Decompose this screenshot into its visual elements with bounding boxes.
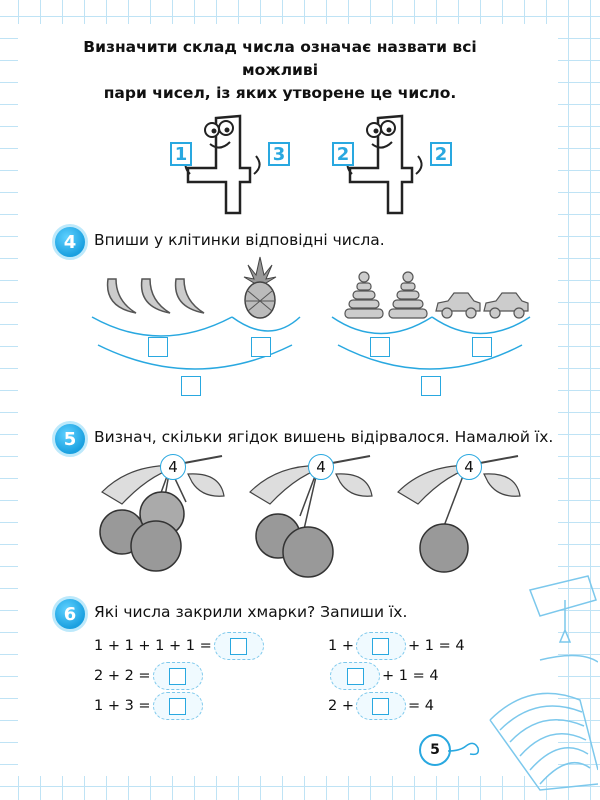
composition-left-number: 2 <box>332 142 354 166</box>
toy-cars-icon <box>434 289 530 321</box>
cherry-count: 4 <box>308 454 334 480</box>
cloud-answer[interactable] <box>356 632 406 660</box>
composition-figure-1 <box>168 108 293 220</box>
intro-line-1: Визначити склад числа означає назвати всі можливі <box>83 38 477 79</box>
answer-cell[interactable] <box>372 698 389 715</box>
equation-text: 1 + <box>328 638 354 654</box>
cloud-answer[interactable] <box>153 662 203 690</box>
task-6-badge: 6 <box>52 596 88 632</box>
answer-cell[interactable] <box>421 376 441 396</box>
page-number: 5 <box>419 734 451 766</box>
task-6-title: Які числа закрили хмарки? Запиши їх. <box>94 603 408 621</box>
cloud-answer[interactable] <box>214 632 264 660</box>
equation-text: 1 + 3 = <box>94 698 151 714</box>
composition-figure-2 <box>330 108 455 220</box>
equation-right-3 <box>328 692 434 720</box>
equation-text: + 1 = 4 <box>382 668 439 684</box>
cherry-count: 4 <box>160 454 186 480</box>
task-5-badge: 5 <box>52 421 88 457</box>
task-4-badge: 4 <box>52 224 88 260</box>
composition-left-number: 1 <box>170 142 192 166</box>
answer-cell[interactable] <box>347 668 364 685</box>
equation-right-1 <box>328 632 465 660</box>
bananas-icon <box>102 273 212 319</box>
cloud-answer[interactable] <box>153 692 203 720</box>
task-5-title: Визнач, скільки ягідок вишень відірвалося. Намалюй їх. <box>94 428 554 446</box>
cloud-answer[interactable] <box>356 692 406 720</box>
open-book-icon <box>470 570 598 796</box>
answer-cell[interactable] <box>370 337 390 357</box>
cherry-branch-1 <box>92 452 232 582</box>
composition-right-number: 3 <box>268 142 290 166</box>
pineapple-icon <box>240 255 280 321</box>
answer-cell[interactable] <box>169 668 186 685</box>
equation-right-2 <box>328 662 439 690</box>
answer-cell[interactable] <box>148 337 168 357</box>
equation-left-3 <box>94 692 205 720</box>
answer-cell[interactable] <box>472 337 492 357</box>
equation-text: 2 + 2 = <box>94 668 151 684</box>
cloud-answer[interactable] <box>330 662 380 690</box>
equation-text: = 4 <box>407 698 434 714</box>
answer-cell[interactable] <box>251 337 271 357</box>
answer-cell[interactable] <box>169 698 186 715</box>
equation-text: 2 + <box>328 698 354 714</box>
cherry-branch-3 <box>388 452 528 582</box>
equation-text: + 1 = 4 <box>407 638 465 654</box>
answer-cell[interactable] <box>181 376 201 396</box>
task-4-title: Впиши у клітинки відповідні числа. <box>94 231 385 249</box>
intro-text <box>55 36 505 105</box>
page-number-swirl-icon <box>446 742 486 760</box>
equation-left-1 <box>94 632 266 660</box>
intro-line-2: пари чисел, із яких утворене це число. <box>103 84 457 102</box>
toy-pyramids-icon <box>342 269 432 321</box>
answer-cell[interactable] <box>372 638 389 655</box>
task-4-illustration <box>80 255 560 405</box>
equation-text: 1 + 1 + 1 + 1 = <box>94 638 212 654</box>
equation-left-2 <box>94 662 205 690</box>
answer-cell[interactable] <box>230 638 247 655</box>
composition-right-number: 2 <box>430 142 452 166</box>
cherry-branch-2 <box>240 452 380 582</box>
cherry-count: 4 <box>456 454 482 480</box>
